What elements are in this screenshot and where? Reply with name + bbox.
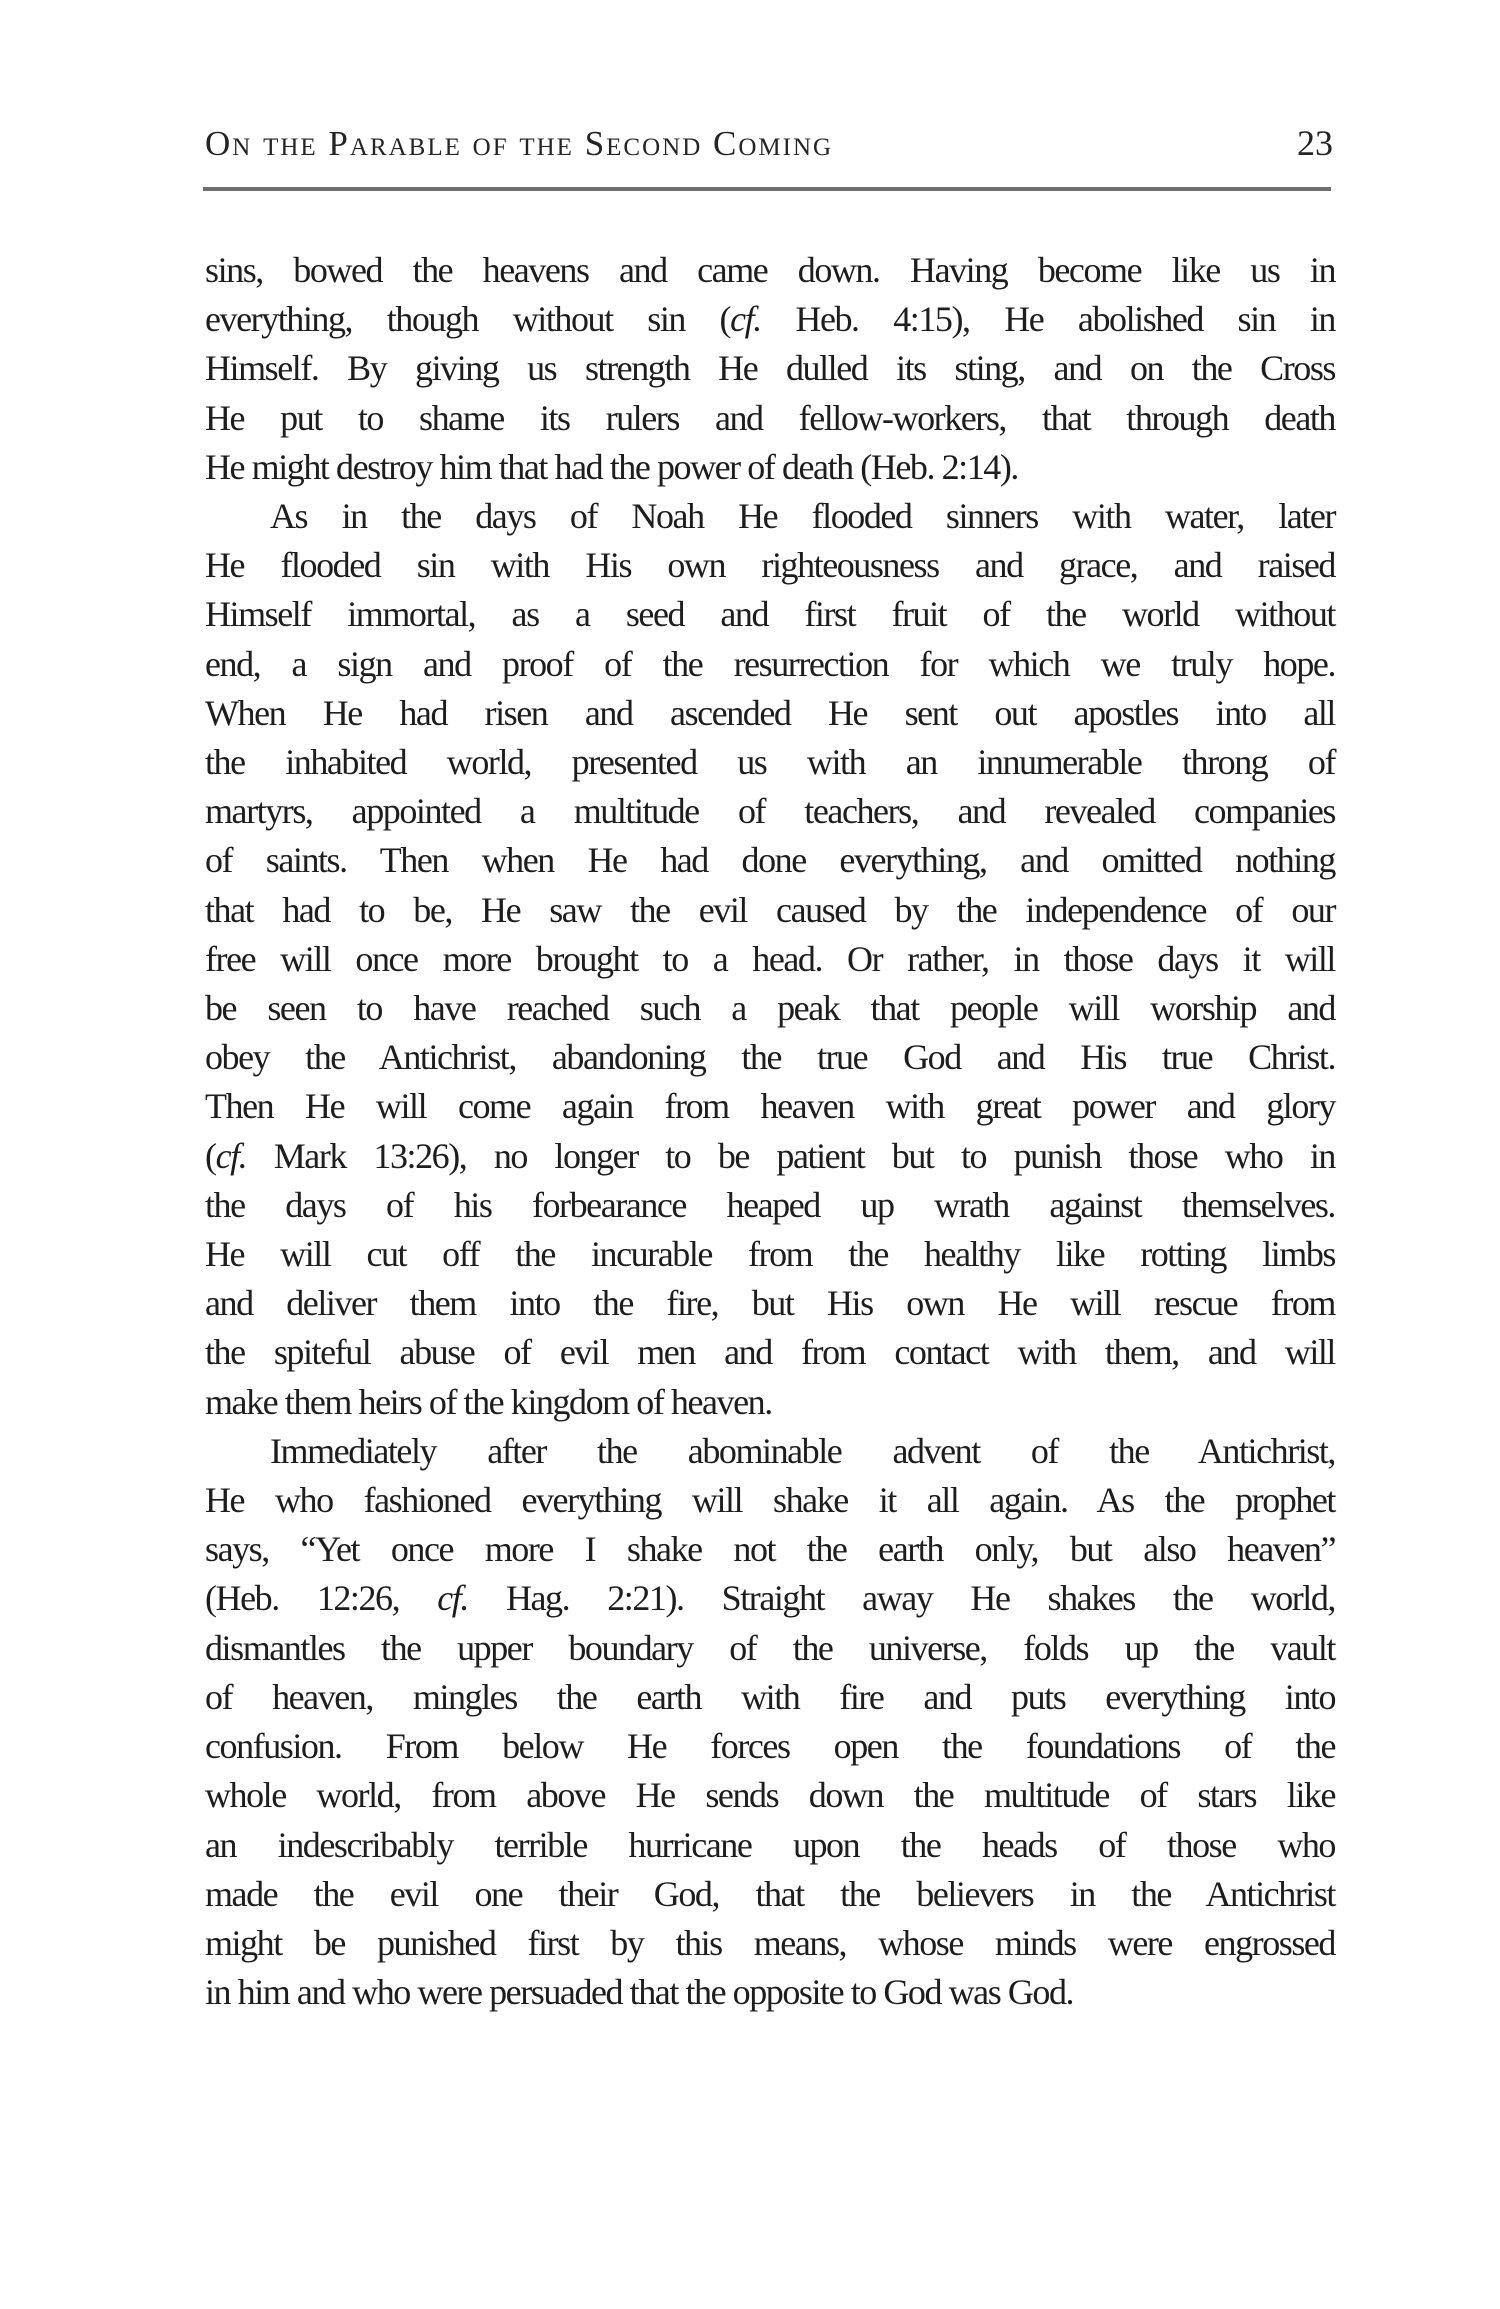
text-line: in him and who were persuaded that the opposite to God was God.	[205, 1972, 1074, 2013]
text-line: Himself immortal, as a seed and first fruit of the world without	[205, 594, 1335, 635]
text-line: free will once more brought to a head. Or rather, in those days it will	[205, 938, 1335, 979]
text-line: the days of his forbearance heaped up wrath against themselves.	[205, 1184, 1335, 1225]
text-line: that had to be, He saw the evil caused by the independence of our	[205, 889, 1335, 930]
text-line: the spiteful abuse of evil men and from contact with them, and will	[205, 1332, 1335, 1373]
text-line: Immediately after the abominable advent of the Antichrist,	[270, 1430, 1335, 1471]
text-line: Himself. By giving us strength He dulled its sting, and on the Cross	[205, 348, 1335, 389]
body-text	[205, 246, 1335, 2017]
text-line: He might destroy him that had the power of death (Heb. 2:14).	[205, 446, 1018, 487]
text-line: end, a sign and proof of the resurrection for which we truly hope.	[205, 643, 1335, 684]
chapter-title: On the Parable of the Second Coming	[205, 124, 834, 163]
text-line: whole world, from above He sends down the multitude of stars like	[205, 1775, 1335, 1816]
text-line: Then He will come again from heaven with great power and glory	[205, 1086, 1335, 1127]
text-line: (Heb. 12:26, cf. Hag. 2:21). Straight away He shakes the world,	[205, 1578, 1335, 1619]
text-line: the inhabited world, presented us with an innumerable throng of	[205, 742, 1335, 783]
text-line: an indescribably terrible hurricane upon the heads of those who	[205, 1824, 1335, 1865]
text-line: He put to shame its rulers and fellow-workers, that through death	[205, 397, 1335, 438]
text-line: He who fashioned everything will shake it all again. As the prophet	[205, 1480, 1335, 1521]
text-line: might be punished first by this means, whose minds were engrossed	[205, 1922, 1335, 1963]
page-number: 23	[1297, 123, 1333, 163]
text-line: He flooded sin with His own righteousness and grace, and raised	[205, 545, 1335, 586]
text-line: When He had risen and ascended He sent out apostles into all	[205, 692, 1335, 733]
text-line: everything, though without sin (cf. Heb. 4:15), He abolished sin in	[205, 299, 1335, 340]
text-line: He will cut off the incurable from the healthy like rotting limbs	[205, 1234, 1335, 1275]
running-header	[205, 122, 1333, 164]
header-rule	[203, 187, 1331, 191]
text-line: of saints. Then when He had done everything, and omitted nothing	[205, 840, 1335, 881]
text-line: sins, bowed the heavens and came down. Having become like us in	[205, 250, 1335, 290]
text-line: and deliver them into the fire, but His own He will rescue from	[205, 1283, 1335, 1324]
text-line: make them heirs of the kingdom of heaven.	[205, 1381, 772, 1422]
text-line: dismantles the upper boundary of the universe, folds up the vault	[205, 1627, 1335, 1668]
text-line: of heaven, mingles the earth with fire and puts everything into	[205, 1676, 1335, 1717]
text-line: As in the days of Noah He flooded sinners with water, later	[270, 496, 1335, 537]
text-line: obey the Antichrist, abandoning the true God and His true Christ.	[205, 1037, 1335, 1078]
text-line: be seen to have reached such a peak that people will worship and	[205, 988, 1335, 1029]
text-line: martyrs, appointed a multitude of teachers, and revealed companies	[205, 791, 1335, 832]
text-line: (cf. Mark 13:26), no longer to be patient but to punish those who in	[205, 1135, 1335, 1176]
text-line: made the evil one their God, that the believers in the Antichrist	[205, 1873, 1335, 1914]
text-line: says, “Yet once more I shake not the earth only, but also heaven”	[205, 1529, 1335, 1570]
text-line: confusion. From below He forces open the foundations of the	[205, 1726, 1335, 1767]
